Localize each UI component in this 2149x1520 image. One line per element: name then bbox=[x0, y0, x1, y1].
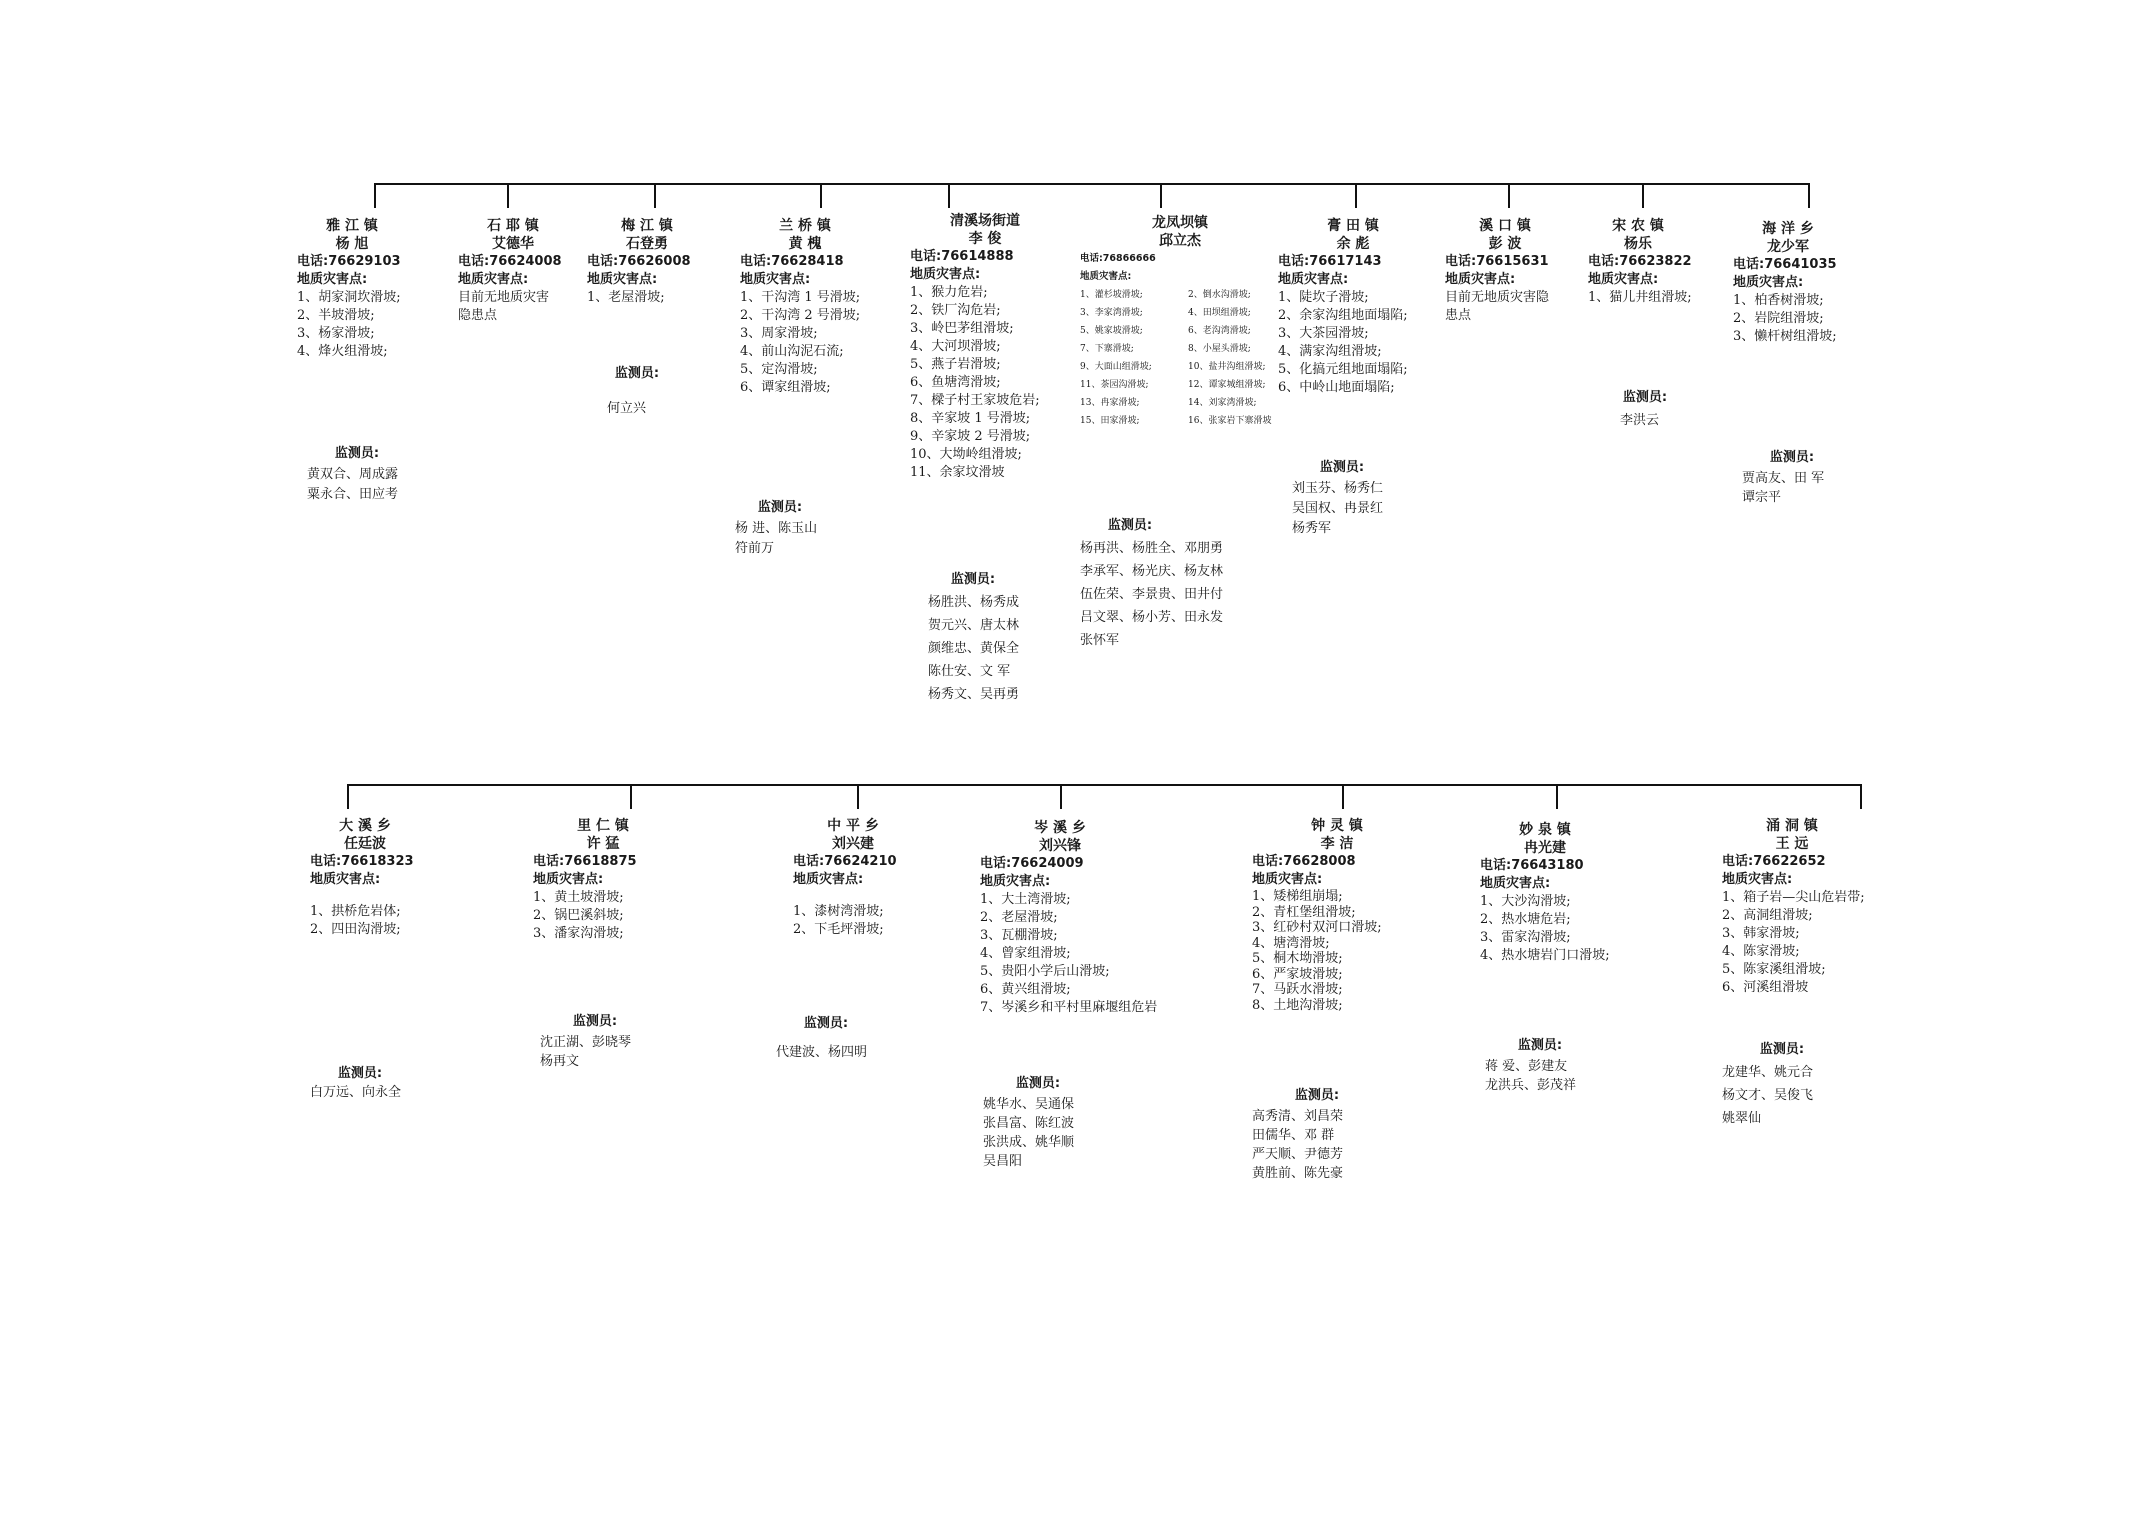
hazard-item: 16、张家岩下寨滑坡 bbox=[1188, 416, 1272, 426]
phone: 电话:76628418 bbox=[740, 254, 844, 269]
hazard-item: 15、田家滑坡; bbox=[1080, 416, 1140, 426]
town-node-songnong bbox=[1588, 217, 1718, 307]
top-drop-7 bbox=[1355, 183, 1357, 208]
top-drop-1 bbox=[374, 183, 376, 208]
hazard-label: 地质灾害点: bbox=[310, 872, 381, 887]
monitor-block-haiyang bbox=[1742, 446, 1872, 507]
monitor-block-cenxi bbox=[983, 1072, 1113, 1171]
hazard-item: 2、下毛坪滑坡; bbox=[793, 922, 884, 937]
hazard-item: 2、高洞组滑坡; bbox=[1722, 908, 1813, 923]
hazard-label: 地质灾害点: bbox=[1252, 872, 1323, 887]
phone: 电话:76624210 bbox=[793, 854, 897, 869]
hazard-item: 1、柏香树滑坡; bbox=[1733, 293, 1824, 308]
hazard-item: 6、鱼塘湾滑坡; bbox=[910, 375, 1001, 390]
hazard-item: 6、严家坡滑坡; bbox=[1252, 966, 1343, 982]
hazard-item: 2、青杠堡组滑坡; bbox=[1252, 904, 1356, 920]
hazard-item: 4、曾家组滑坡; bbox=[980, 946, 1071, 961]
town-leader: 艾德华 bbox=[492, 236, 534, 252]
top-drop-2 bbox=[507, 183, 509, 208]
town-name: 宋 农 镇 bbox=[1612, 218, 1664, 234]
hazard-item: 1、猴力危岩; bbox=[910, 285, 988, 300]
hazard-item: 8、土地沟滑坡; bbox=[1252, 997, 1343, 1013]
hazard-item: 3、岭巴茅组滑坡; bbox=[910, 321, 1014, 336]
hazard-item: 1、陡坎子滑坡; bbox=[1278, 290, 1369, 305]
bottom-drop-6 bbox=[1556, 784, 1558, 809]
town-node-meijiang bbox=[587, 217, 727, 307]
bottom-drop-7 bbox=[1860, 784, 1862, 809]
monitor-block-songnong bbox=[1610, 386, 1710, 432]
hazard-item: 3、红砂村双河口滑坡; bbox=[1252, 920, 1382, 935]
town-node-haiyang bbox=[1733, 220, 1863, 346]
hazard-label: 地质灾害点: bbox=[458, 272, 529, 287]
monitor-label: 监测员: bbox=[950, 572, 996, 587]
hazard-item: 11、余家坟滑坡 bbox=[910, 465, 1005, 480]
hazard-item: 2、锅巴溪斜坡; bbox=[533, 908, 624, 923]
hazard-item: 1、大沙沟滑坡; bbox=[1480, 894, 1571, 909]
town-name: 钟 灵 镇 bbox=[1311, 818, 1363, 834]
phone: 电话:76643180 bbox=[1480, 858, 1584, 873]
monitor-names: 伍佐荣、李景贵、田井付 bbox=[1080, 587, 1224, 602]
monitor-names: 杨再文 bbox=[540, 1054, 580, 1069]
town-node-zhongping bbox=[793, 817, 933, 939]
monitor-block-lanqiao bbox=[735, 496, 865, 559]
hazard-label: 地质灾害点: bbox=[1445, 272, 1516, 287]
hazard-item: 3、潘家沟滑坡; bbox=[533, 926, 624, 941]
town-leader: 龙少军 bbox=[1767, 239, 1809, 255]
bottom-drop-1 bbox=[347, 784, 349, 809]
monitor-names: 张昌富、陈红波 bbox=[983, 1116, 1075, 1131]
town-name: 妙 泉 镇 bbox=[1519, 822, 1571, 838]
hazard-item: 14、刘家湾滑坡; bbox=[1188, 398, 1257, 408]
hazard-item: 7、岑溪乡和平村里麻堰组危岩 bbox=[980, 1000, 1158, 1015]
town-leader: 李 洁 bbox=[1320, 836, 1354, 852]
hazard-item: 2、余家沟组地面塌陷; bbox=[1278, 308, 1408, 323]
town-node-liren bbox=[533, 817, 683, 943]
hazard-label: 地质灾害点: bbox=[587, 272, 658, 287]
monitor-names: 田儒华、邓 群 bbox=[1252, 1128, 1335, 1143]
hazard-item: 3、大茶园滑坡; bbox=[1278, 326, 1369, 341]
hazard-item: 4、烽火组滑坡; bbox=[297, 344, 388, 359]
town-node-gaotian bbox=[1278, 217, 1428, 397]
hazard-item: 2、热水塘危岩; bbox=[1480, 912, 1571, 927]
monitor-names: 陈仕安、文 军 bbox=[928, 664, 1011, 679]
hazard-item: 5、贵阳小学后山滑坡; bbox=[980, 964, 1110, 979]
top-drop-10 bbox=[1808, 183, 1810, 208]
monitor-names: 杨胜洪、杨秀成 bbox=[928, 595, 1020, 610]
town-leader: 杨 旭 bbox=[335, 236, 369, 252]
hazard-item: 13、冉家滑坡; bbox=[1080, 398, 1140, 408]
town-leader: 刘兴建 bbox=[832, 836, 874, 852]
town-node-shiye bbox=[458, 217, 598, 325]
hazard-label: 地质灾害点: bbox=[1278, 272, 1349, 287]
town-node-qingxichang bbox=[910, 212, 1080, 482]
town-leader: 冉光建 bbox=[1524, 840, 1566, 856]
monitor-names: 姚翠仙 bbox=[1722, 1111, 1762, 1126]
hazard-item: 2、四田沟滑坡; bbox=[310, 922, 401, 937]
monitor-label: 监测员: bbox=[757, 500, 803, 515]
hazard-item: 1、漆树湾滑坡; bbox=[793, 904, 884, 919]
monitor-names: 严天顺、尹德芳 bbox=[1252, 1147, 1344, 1162]
top-drop-9 bbox=[1642, 183, 1644, 208]
hazard-item: 6、黄兴组滑坡; bbox=[980, 982, 1071, 997]
monitor-names: 杨文才、吴俊飞 bbox=[1722, 1088, 1814, 1103]
hazard-item: 11、茶园沟滑坡; bbox=[1080, 380, 1149, 390]
hazard-label: 地质灾害点: bbox=[1588, 272, 1659, 287]
town-leader: 许 猛 bbox=[586, 836, 620, 852]
monitor-names: 杨 进、陈玉山 bbox=[735, 521, 818, 536]
hazard-item: 9、辛家坡 2 号滑坡; bbox=[910, 429, 1031, 444]
hazard-item: 5、桐木坳滑坡; bbox=[1252, 951, 1343, 966]
bottom-drop-3 bbox=[857, 784, 859, 809]
hazard-item: 3、杨家滑坡; bbox=[297, 326, 375, 341]
hazard-label: 地质灾害点: bbox=[297, 272, 368, 287]
monitor-block-miaoquan bbox=[1485, 1034, 1615, 1095]
hazard-label: 地质灾害点: bbox=[740, 272, 811, 287]
hazard-note: 目前无地质灾害 bbox=[458, 290, 550, 305]
hazard-label: 地质灾害点: bbox=[980, 874, 1051, 889]
monitor-label: 监测员: bbox=[1759, 1042, 1805, 1057]
monitor-names: 姚华水、吴通保 bbox=[983, 1097, 1075, 1112]
monitor-names: 沈正湖、彭晓琴 bbox=[540, 1035, 632, 1050]
monitor-label: 监测员: bbox=[337, 1066, 383, 1081]
monitor-names: 龙建华、姚元合 bbox=[1722, 1065, 1814, 1080]
monitor-names: 黄双合、周成露 bbox=[307, 467, 399, 482]
hazard-item: 4、陈家滑坡; bbox=[1722, 944, 1800, 959]
hazard-column-left bbox=[1080, 286, 1172, 430]
monitor-names: 蒋 爱、彭建友 bbox=[1485, 1059, 1568, 1074]
hazard-item: 8、辛家坡 1 号滑坡; bbox=[910, 411, 1031, 426]
hazard-item: 5、定沟滑坡; bbox=[740, 362, 818, 377]
town-leader: 任廷波 bbox=[344, 836, 386, 852]
monitor-names: 李洪云 bbox=[1620, 413, 1660, 428]
hazard-item: 8、小屋头滑坡; bbox=[1188, 344, 1251, 354]
monitor-names: 贺元兴、唐太林 bbox=[928, 618, 1020, 633]
phone: 电话:76628008 bbox=[1252, 854, 1356, 869]
hazard-columns bbox=[1080, 286, 1280, 430]
hazard-item: 6、中岭山地面塌陷; bbox=[1278, 380, 1395, 395]
hazard-item: 2、岩院组滑坡; bbox=[1733, 311, 1824, 326]
hazard-item: 4、前山沟泥石流; bbox=[740, 344, 844, 359]
monitor-names: 谭宗平 bbox=[1742, 490, 1782, 505]
hazard-item: 6、老沟湾滑坡; bbox=[1188, 326, 1251, 336]
hazard-item: 3、韩家滑坡; bbox=[1722, 926, 1800, 941]
town-leader: 黄 槐 bbox=[788, 236, 822, 252]
monitor-label: 监测员: bbox=[1622, 390, 1668, 405]
hazard-note: 隐患点 bbox=[458, 308, 498, 323]
monitor-label: 监测员: bbox=[803, 1016, 849, 1031]
hazard-item: 7、下寨滑坡; bbox=[1080, 344, 1134, 354]
hazard-label: 地质灾害点: bbox=[1722, 872, 1793, 887]
monitor-block-longfengba bbox=[1080, 514, 1250, 652]
monitor-names: 杨秀军 bbox=[1292, 521, 1332, 536]
phone: 电话:76624009 bbox=[980, 856, 1084, 871]
monitor-label: 监测员: bbox=[1517, 1038, 1563, 1053]
hazard-label: 地质灾害点: bbox=[910, 267, 981, 282]
town-name: 雅 江 镇 bbox=[326, 218, 378, 234]
hazard-item: 2、倒水沟滑坡; bbox=[1188, 290, 1251, 300]
hazard-item: 3、懒杆树组滑坡; bbox=[1733, 329, 1837, 344]
monitor-label: 监测员: bbox=[1015, 1076, 1061, 1091]
town-leader: 余 彪 bbox=[1336, 236, 1370, 252]
town-name: 膏 田 镇 bbox=[1327, 218, 1379, 234]
monitor-label: 监测员: bbox=[1107, 518, 1153, 533]
phone: 电话:76618323 bbox=[310, 854, 414, 869]
hazard-note: 患点 bbox=[1445, 308, 1472, 323]
town-leader: 邱立杰 bbox=[1159, 233, 1201, 249]
hazard-item: 12、谭家城组滑坡; bbox=[1188, 380, 1266, 390]
hazard-item: 2、老屋滑坡; bbox=[980, 910, 1058, 925]
town-node-miaoquan bbox=[1480, 821, 1650, 965]
monitor-label: 监测员: bbox=[572, 1014, 618, 1029]
town-node-lanqiao bbox=[740, 217, 890, 397]
town-leader: 石登勇 bbox=[626, 236, 668, 252]
hazard-item: 7、樑子村王家坡危岩; bbox=[910, 393, 1040, 408]
monitor-label: 监测员: bbox=[614, 366, 660, 381]
town-name: 里 仁 镇 bbox=[577, 818, 629, 834]
bottom-drop-5 bbox=[1342, 784, 1344, 809]
phone: 电话:76618875 bbox=[533, 854, 637, 869]
top-drop-8 bbox=[1508, 183, 1510, 208]
hazard-item: 4、满家沟组滑坡; bbox=[1278, 344, 1382, 359]
monitor-names: 黄胜前、陈先豪 bbox=[1252, 1166, 1344, 1181]
town-name: 中 平 乡 bbox=[827, 818, 879, 834]
hazard-item: 1、胡家洞坎滑坡; bbox=[297, 290, 401, 305]
monitor-names: 吴国权、冉景红 bbox=[1292, 501, 1384, 516]
top-drop-3 bbox=[654, 183, 656, 208]
monitor-block-daxi bbox=[310, 1062, 440, 1101]
monitor-names: 龙洪兵、彭茂祥 bbox=[1485, 1078, 1577, 1093]
town-leader: 王 远 bbox=[1775, 836, 1809, 852]
phone: 电话:76623822 bbox=[1588, 254, 1692, 269]
hazard-item: 4、塘湾滑坡; bbox=[1252, 935, 1330, 951]
town-node-yajiang bbox=[297, 217, 457, 361]
hazard-item: 1、干沟湾 1 号滑坡; bbox=[740, 290, 861, 305]
hazard-item: 3、周家滑坡; bbox=[740, 326, 818, 341]
bottom-branch-line bbox=[347, 784, 1862, 786]
bottom-drop-2 bbox=[630, 784, 632, 809]
monitor-names: 李承军、杨光庆、杨友林 bbox=[1080, 564, 1224, 579]
top-drop-6 bbox=[1160, 183, 1162, 208]
hazard-item: 9、大面山组滑坡; bbox=[1080, 362, 1152, 372]
monitor-names: 何立兴 bbox=[607, 401, 647, 416]
monitor-block-qingxichang bbox=[928, 568, 1058, 706]
phone: 电话:76626008 bbox=[587, 254, 691, 269]
town-node-cenxi bbox=[980, 819, 1180, 1017]
town-name: 清溪场街道 bbox=[950, 213, 1020, 229]
town-node-longfengba bbox=[1080, 214, 1280, 430]
hazard-item: 6、谭家组滑坡; bbox=[740, 380, 831, 395]
bottom-drop-4 bbox=[1060, 784, 1062, 809]
monitor-block-yongdong bbox=[1722, 1038, 1852, 1130]
hazard-label: 地质灾害点: bbox=[1733, 275, 1804, 290]
hazard-column-right bbox=[1188, 286, 1280, 430]
monitor-block-liren bbox=[540, 1010, 670, 1071]
top-drop-5 bbox=[948, 183, 950, 208]
monitor-names: 高秀清、刘昌荣 bbox=[1252, 1109, 1344, 1124]
hazard-note: 目前无地质灾害隐 bbox=[1445, 290, 1550, 305]
monitor-label: 监测员: bbox=[1294, 1088, 1340, 1103]
hazard-label: 地质灾害点: bbox=[793, 872, 864, 887]
town-node-daxi bbox=[310, 817, 450, 939]
hazard-item: 1、灌杉坡滑坡; bbox=[1080, 290, 1143, 300]
town-node-zhongling bbox=[1252, 817, 1422, 1013]
hazard-item: 3、李家湾滑坡; bbox=[1080, 308, 1143, 318]
monitor-block-zhongping bbox=[776, 1012, 896, 1064]
monitor-names: 符前万 bbox=[735, 541, 775, 556]
phone: 电话:76866666 bbox=[1080, 253, 1156, 264]
town-name: 海 洋 乡 bbox=[1762, 221, 1814, 237]
hazard-item: 2、干沟湾 2 号滑坡; bbox=[740, 308, 861, 323]
hazard-item: 1、箱子岩—尖山危岩带; bbox=[1722, 890, 1865, 905]
hazard-item: 4、热水塘岩门口滑坡; bbox=[1480, 948, 1610, 963]
monitor-names: 杨再洪、杨胜全、邓朋勇 bbox=[1080, 541, 1224, 556]
hazard-label: 地质灾害点: bbox=[1080, 271, 1132, 282]
town-node-yongdong bbox=[1722, 817, 1902, 997]
hazard-item: 3、瓦棚滑坡; bbox=[980, 928, 1058, 943]
hazard-item: 3、雷家沟滑坡; bbox=[1480, 930, 1571, 945]
hazard-item: 6、河溪组滑坡 bbox=[1722, 980, 1809, 995]
top-drop-4 bbox=[820, 183, 822, 208]
hazard-item: 5、姚家坡滑坡; bbox=[1080, 326, 1143, 336]
hazard-item: 1、大土湾滑坡; bbox=[980, 892, 1071, 907]
hazard-item: 10、盐井沟组滑坡; bbox=[1188, 362, 1266, 372]
hazard-item: 1、黄土坡滑坡; bbox=[533, 890, 624, 905]
monitor-names: 吕文翠、杨小芳、田永发 bbox=[1080, 610, 1224, 625]
phone: 电话:76624008 bbox=[458, 254, 562, 269]
monitor-names: 贾高友、田 军 bbox=[1742, 471, 1825, 486]
monitor-block-meijiang bbox=[607, 362, 707, 420]
town-leader: 刘兴锋 bbox=[1039, 838, 1081, 854]
town-name: 涌 洞 镇 bbox=[1766, 818, 1818, 834]
hazard-item: 2、半坡滑坡; bbox=[297, 308, 375, 323]
town-leader: 杨乐 bbox=[1624, 236, 1652, 252]
hazard-label: 地质灾害点: bbox=[533, 872, 604, 887]
town-name: 石 耶 镇 bbox=[487, 218, 539, 234]
hazard-item: 10、大坳岭组滑坡; bbox=[910, 447, 1022, 462]
town-name: 龙凤坝镇 bbox=[1152, 215, 1208, 231]
monitor-block-zhongling bbox=[1252, 1084, 1382, 1183]
hazard-item: 5、燕子岩滑坡; bbox=[910, 357, 1001, 372]
phone: 电话:76622652 bbox=[1722, 854, 1826, 869]
town-name: 兰 桥 镇 bbox=[779, 218, 831, 234]
town-name: 溪 口 镇 bbox=[1479, 218, 1531, 234]
monitor-block-gaotian bbox=[1292, 456, 1422, 539]
hazard-item: 1、猫儿井组滑坡; bbox=[1588, 290, 1692, 305]
monitor-names: 白万远、向永全 bbox=[310, 1085, 402, 1100]
phone: 电话:76614888 bbox=[910, 249, 1014, 264]
monitor-names: 代建波、杨四明 bbox=[776, 1045, 868, 1060]
phone: 电话:76629103 bbox=[297, 254, 401, 269]
hazard-item: 5、化搞元组地面塌陷; bbox=[1278, 362, 1408, 377]
monitor-names: 张怀军 bbox=[1080, 633, 1120, 648]
phone: 电话:76615631 bbox=[1445, 254, 1549, 269]
monitor-block-yajiang bbox=[307, 442, 447, 505]
monitor-label: 监测员: bbox=[1769, 450, 1815, 465]
top-branch-line bbox=[374, 183, 1810, 185]
town-leader: 李 俊 bbox=[968, 231, 1002, 247]
monitor-names: 杨秀文、吴再勇 bbox=[928, 687, 1020, 702]
monitor-label: 监测员: bbox=[1319, 460, 1365, 475]
phone: 电话:76641035 bbox=[1733, 257, 1837, 272]
monitor-label: 监测员: bbox=[334, 446, 380, 461]
hazard-item: 2、铁厂沟危岩; bbox=[910, 303, 1001, 318]
hazard-label: 地质灾害点: bbox=[1480, 876, 1551, 891]
monitor-names: 张洪成、姚华顺 bbox=[983, 1135, 1075, 1150]
hazard-item: 1、矮梯组崩塌; bbox=[1252, 889, 1343, 904]
monitor-names: 刘玉芬、杨秀仁 bbox=[1292, 481, 1384, 496]
hazard-item: 4、大河坝滑坡; bbox=[910, 339, 1001, 354]
monitor-names: 颜维忠、黄保全 bbox=[928, 641, 1020, 656]
monitor-names: 粟永合、田应考 bbox=[307, 487, 399, 502]
town-node-xikou bbox=[1445, 217, 1580, 325]
town-name: 大 溪 乡 bbox=[339, 818, 391, 834]
phone: 电话:76617143 bbox=[1278, 254, 1382, 269]
town-leader: 彭 波 bbox=[1488, 236, 1522, 252]
hazard-item: 1、拱桥危岩体; bbox=[310, 904, 401, 919]
town-name: 梅 江 镇 bbox=[621, 218, 673, 234]
hazard-item: 5、陈家溪组滑坡; bbox=[1722, 962, 1826, 977]
hazard-item: 7、马跃水滑坡; bbox=[1252, 982, 1343, 997]
hazard-item: 4、田坝组滑坡; bbox=[1188, 308, 1251, 318]
town-name: 岑 溪 乡 bbox=[1034, 820, 1086, 836]
monitor-names: 吴昌阳 bbox=[983, 1154, 1023, 1169]
hazard-item: 1、老屋滑坡; bbox=[587, 290, 665, 305]
